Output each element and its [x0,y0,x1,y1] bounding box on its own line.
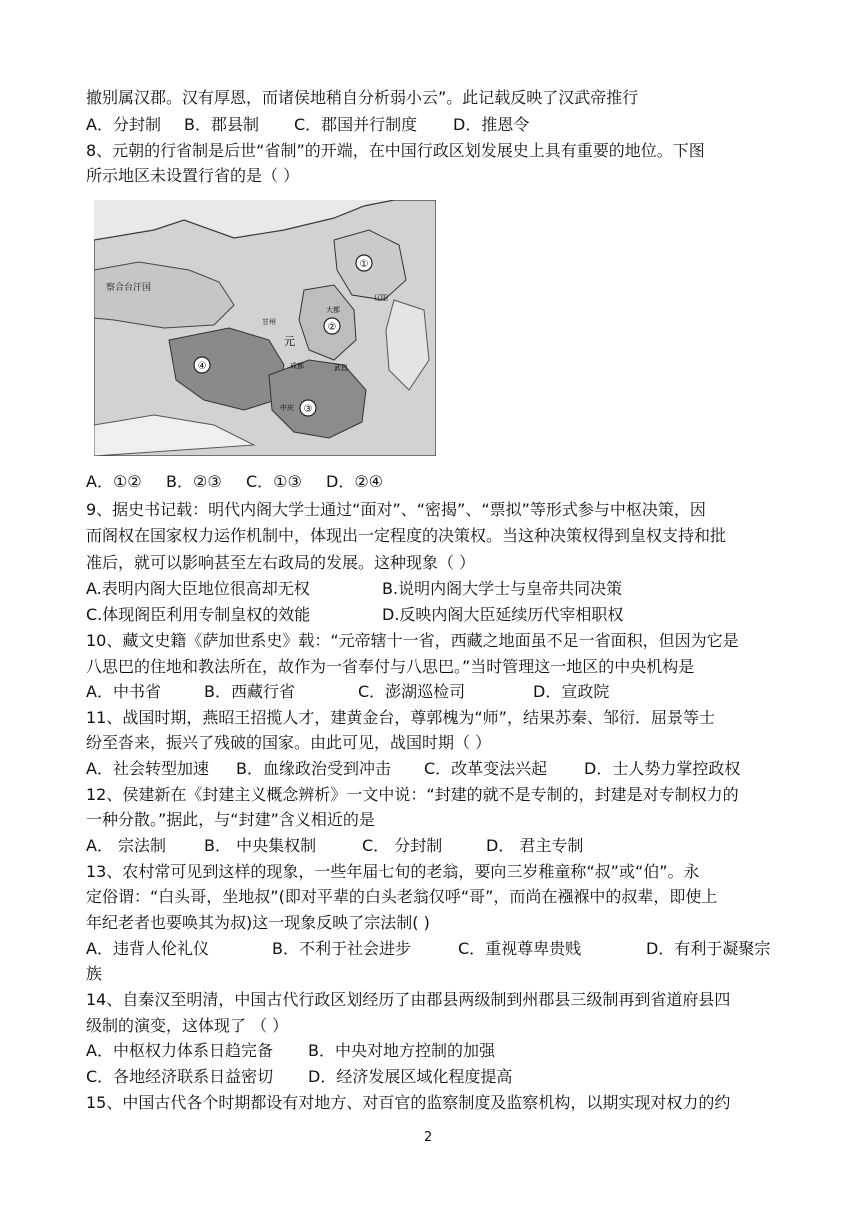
q13-option-a[interactable]: A．违背人伦礼仪 [86,939,209,958]
q11-option-d[interactable]: D．士人势力掌控政权 [584,759,741,778]
q7-option-d[interactable]: D．推恩令 [453,115,530,134]
q7-option-a[interactable]: A．分封制 [86,115,161,134]
map-label-3: ③ [303,404,313,415]
map-label-4: ④ [197,361,207,372]
q13-stem-3: 年纪老者也要唤其为叔)这一现象反映了宗法制( ) [86,913,430,932]
map-label-zhongqing: 中庆 [280,404,294,412]
q13-option-d-wrap: 族 [86,964,103,983]
q8-stem-1: 8、元朝的行省制是后世“省制”的开端，在中国行政区划发展史上具有重要的地位。下图 [86,141,705,160]
q15-stem-1: 15、中国古代各个时期都设有对地方、对百官的监察制度及监察机构，以期实现对权力的约 [86,1093,731,1112]
map-label-yuan: 元 [284,335,295,348]
q10-stem-1: 10、藏文史籍《萨加世系史》载：“元帝辖十一省，西藏之地面虽不足一省面积，但因为它是 [86,631,739,650]
q8-option-c[interactable]: C．①③ [246,472,302,491]
q13-option-d[interactable]: D．有利于凝聚宗 [646,939,771,958]
q14-option-d[interactable]: D．经济发展区域化程度提高 [308,1067,513,1086]
q12-stem-1: 12、侯建新在《封建主义概念辨析》一文中说：“封建的就不是专制的，封建是对专制权力的 [86,785,739,804]
q9-stem-3: 准后，就可以影响甚至左右政局的发展。这种现象（ ） [86,553,476,572]
q12-option-c[interactable]: C． 分封制 [362,836,443,855]
map-label-1: ① [359,259,369,270]
q13-option-c[interactable]: C．重视尊卑贵贱 [458,939,582,958]
q12-option-b[interactable]: B． 中央集权制 [204,836,317,855]
q14-stem-1: 14、自秦汉至明清，中国古代行政区划经历了由郡县两级制到州郡县三级制再到省道府县四 [86,990,731,1009]
map-label-ganzhou: 甘州 [262,318,276,326]
q12-stem-2: 一种分散。”据此，与“封建”含义相近的是 [86,810,375,829]
q9-option-a[interactable]: A.表明内阁大臣地位很高却无权 [86,579,310,598]
q9-stem-1: 9、据史书记载：明代内阁大学士通过“面对”、“密揭”、“票拟”等形式参与中枢决策，因 [86,500,706,519]
q9-option-b[interactable]: B.说明内阁大学士与皇帝共同决策 [382,579,623,598]
q11-option-c[interactable]: C．改革变法兴起 [424,759,548,778]
q10-option-d[interactable]: D．宣政院 [533,682,610,701]
map-graphic [94,200,436,456]
q11-stem-1: 11、战国时期，燕昭王招揽人才，建黄金台，尊郭槐为“师”，结果苏秦、邹衍．屈景等士 [86,708,715,727]
q8-option-a[interactable]: A．①② [86,472,142,491]
q9-option-d[interactable]: D.反映内阁大臣延续历代宰相职权 [382,605,624,624]
page-number: 2 [424,1130,433,1145]
q13-stem-1: 13、农村常可见到这样的现象，一些年届七旬的老翁，要向三岁稚童称“叔”或“伯”。永 [86,862,700,881]
q14-option-b[interactable]: B．中央对地方控制的加强 [308,1041,495,1060]
q7-option-c[interactable]: C．郡国并行制度 [294,115,418,134]
q8-option-b[interactable]: B．②③ [166,472,222,491]
q10-stem-2: 八思巴的住地和教法所在，故作为一省奉付与八思巴。”当时管理这一地区的中央机构是 [86,657,695,676]
q8-option-d[interactable]: D．②④ [326,472,384,491]
q7-stem-end: 撤别属汉郡。汉有厚恩，而诸侯地稍自分析弱小云”。此记载反映了汉武帝推行 [86,88,639,107]
q14-stem-2: 级制的演变，这体现了 （ ） [86,1016,289,1035]
q11-option-a[interactable]: A．社会转型加速 [86,759,209,778]
q11-stem-2: 纷至沓来，振兴了残破的国家。由此可见，战国时期（ ） [86,733,492,752]
map-label-chengdu: 成都 [290,362,304,370]
q12-option-d[interactable]: D． 君主专制 [486,836,584,855]
q12-option-a[interactable]: A． 宗法制 [86,836,167,855]
q8-stem-2: 所示地区未设置行省的是（ ） [86,166,300,185]
map-label-liaoyang: 辽阳 [374,294,388,302]
q10-option-a[interactable]: A．中书省 [86,682,161,701]
map-label-wuchang: 武昌 [334,364,348,372]
q11-option-b[interactable]: B．血缘政治受到冲击 [236,759,391,778]
q13-stem-2: 定俗谓：“白头哥，坐地叔”(即对平辈的白头老翁仅呼“哥”，而尚在襁褓中的叔辈，即使上 [86,887,718,906]
q9-stem-2: 而阁权在国家权力运作机制中，体现出一定程度的决策权。当这种决策权得到皇权支持和批 [86,526,727,545]
map-label-2: ② [327,322,337,333]
yuan-dynasty-map [94,200,436,456]
map-label-chagatai: 察合台汗国 [106,283,152,293]
map-label-dadu: 大都 [326,306,340,314]
q14-option-a[interactable]: A．中枢权力体系日趋完备 [86,1041,273,1060]
q10-option-b[interactable]: B．西藏行省 [204,682,295,701]
q9-option-c[interactable]: C.体现阁臣利用专制皇权的效能 [86,605,311,624]
q13-option-b[interactable]: B．不利于社会进步 [272,939,411,958]
q14-option-c[interactable]: C．各地经济联系日益密切 [86,1067,274,1086]
q10-option-c[interactable]: C．澎湖巡检司 [358,682,466,701]
q7-option-b[interactable]: B．郡县制 [184,115,259,134]
